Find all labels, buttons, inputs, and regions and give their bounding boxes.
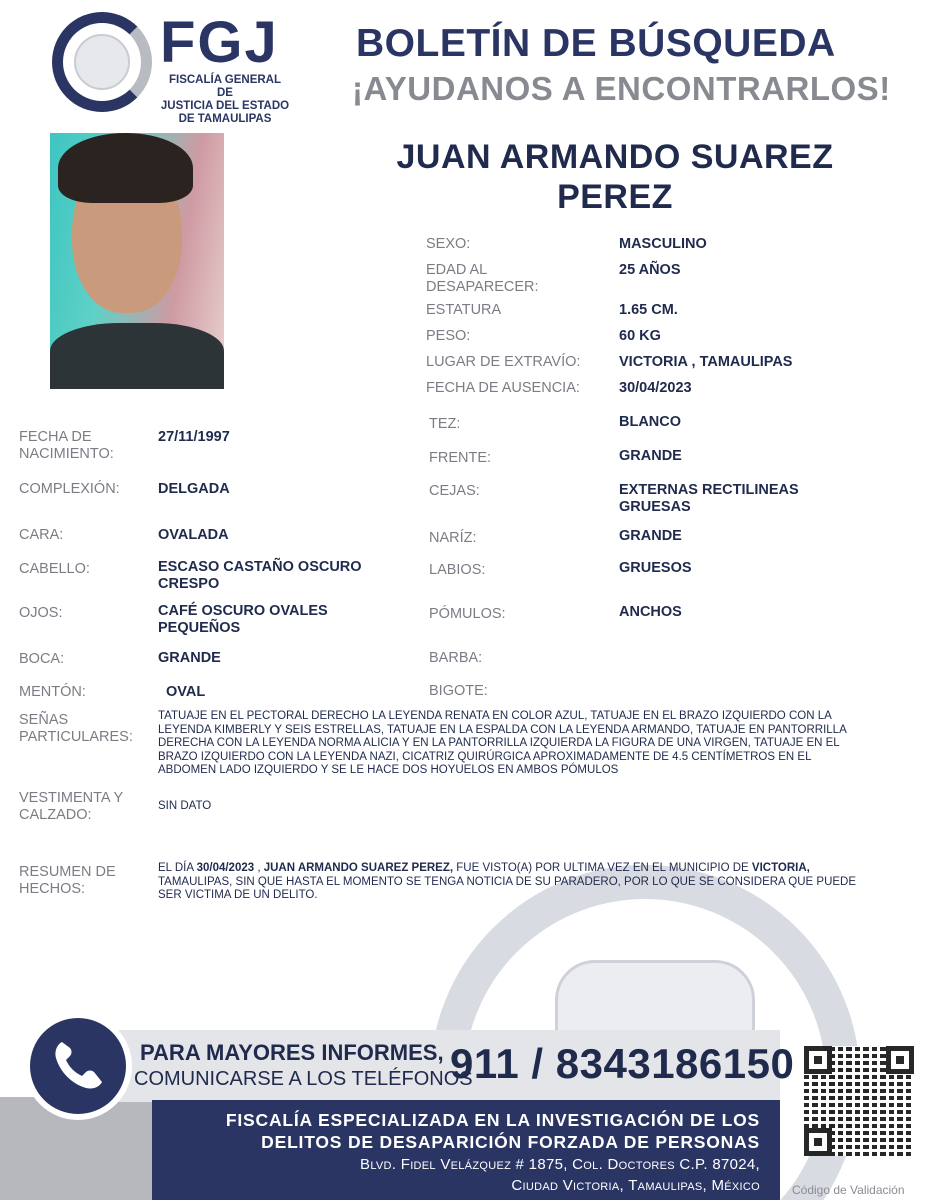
sexo-value: MASCULINO — [619, 236, 707, 252]
lugar-label: LUGAR DE EXTRAVÍO: — [426, 354, 581, 370]
pomulos-label: PÓMULOS: — [429, 606, 506, 622]
qr-caption: Código de Validación — [792, 1183, 905, 1197]
address-line2: Ciudad Victoria, Tamaulipas, México — [511, 1177, 760, 1194]
nariz-value: GRANDE — [619, 528, 682, 544]
peso-value: 60 KG — [619, 328, 661, 344]
resumen-text: EL DÍA 30/04/2023 , JUAN ARMANDO SUAREZ PEREZ, FUE VISTO(A) POR ULTIMA VEZ EN EL MUNICIPIO DE VICTORIA, TAMAULIPAS, SIN QUE HASTA EL MOMENTO SE TENGA NOTICIA DE SU PARADERO, POR LO QUE SE CONSIDERA QUE PUEDE SER VICTIMA DE UN DELITO. — [158, 862, 857, 901]
cabello-label: CABELLO: — [19, 561, 90, 577]
boca-value: GRANDE — [158, 650, 221, 666]
logo-subtitle: FISCALÍA GENERAL DE JUSTICIA DEL ESTADO DE TAMAULIPAS — [160, 74, 290, 125]
peso-label: PESO: — [426, 328, 471, 344]
estatura-value: 1.65 CM. — [619, 302, 678, 318]
complexion-label: COMPLEXIÓN: — [19, 481, 120, 497]
phone-number[interactable]: 911 / 8343186150 — [450, 1040, 795, 1087]
complexion-value: DELGADA — [158, 481, 230, 497]
sexo-label: SEXO: — [426, 236, 471, 252]
office-line2: DELITOS DE DESAPARICIÓN FORZADA DE PERSONAS — [261, 1132, 760, 1152]
cabello-value: ESCASO CASTAÑO OSCURO CRESPO — [158, 559, 362, 592]
nariz-label: NARÍZ: — [429, 530, 477, 546]
logo-text: FGJ — [160, 10, 279, 75]
boca-label: BOCA: — [19, 651, 65, 667]
cejas-label: CEJAS: — [429, 483, 480, 499]
frente-value: GRANDE — [619, 448, 682, 464]
office-line1: FISCALÍA ESPECIALIZADA EN LA INVESTIGACIÓN DE LOS — [225, 1110, 760, 1130]
senas-label: SEÑAS PARTICULARES: — [19, 712, 133, 745]
frente-label: FRENTE: — [429, 450, 492, 466]
info-line2: COMUNICARSE A LOS TELÉFONOS — [134, 1068, 473, 1090]
state-seal-icon — [74, 34, 130, 90]
menton-label: MENTÓN: — [19, 684, 86, 700]
resumen-label: RESUMEN DE HECHOS: — [19, 864, 116, 897]
estatura-label: ESTATURA — [426, 302, 502, 318]
edad-value: 25 AÑOS — [619, 262, 681, 278]
vestimenta-label: VESTIMENTA Y CALZADO: — [19, 790, 123, 823]
lugar-value: VICTORIA , TAMAULIPAS — [619, 354, 793, 370]
missing-person-photo — [50, 133, 224, 389]
bulletin-title: BOLETÍN DE BÚSQUEDA — [356, 22, 836, 65]
bigote-label: BIGOTE: — [429, 683, 488, 699]
nacimiento-label: FECHA DE NACIMIENTO: — [19, 429, 114, 462]
labios-label: LABIOS: — [429, 562, 486, 578]
pomulos-value: ANCHOS — [619, 604, 682, 620]
office-band — [152, 1100, 780, 1200]
ojos-value: CAFÉ OSCURO OVALES PEQUEÑOS — [158, 603, 328, 636]
cara-value: OVALADA — [158, 527, 229, 543]
labios-value: GRUESOS — [619, 560, 692, 576]
info-line1: PARA MAYORES INFORMES, — [140, 1040, 444, 1065]
nacimiento-value: 27/11/1997 — [158, 429, 230, 445]
barba-label: BARBA: — [429, 650, 483, 666]
fecha-ausencia-value: 30/04/2023 — [619, 380, 692, 396]
person-name: JUAN ARMANDO SUAREZ PEREZ — [396, 138, 834, 216]
senas-text: TATUAJE EN EL PECTORAL DERECHO LA LEYENDA RENATA EN COLOR AZUL, TATUAJE EN EL BRAZO IZQUIERDO CON LA LEYENDA KIMBERLY Y SEIS ESTRELLAS, TATUAJE EN LA ESPALDA CON LA LEYENDA ARMANDO, TATUAJE EN PANTORRILLA DERECHA CON LA LEYENDA NORMA ALICIA Y EN LA PANTORRILLA IZQUIERDA LA FIGURA DE UNA VIRGEN, TATUAJE EN EL BRAZO IZQUIERDO CON LA LEYENDA NAZI, CICATRIZ QUIRÚRGICA APROXIMADAMENTE DE 4.5 CENTÍMETROS EN EL ABDOMEN LADO IZQUIERDO Y SE LE HACE DOS HOYUELOS EN AMBOS PÓMULOS — [158, 710, 847, 776]
edad-label: EDAD AL DESAPARECER: — [426, 262, 539, 295]
ojos-label: OJOS: — [19, 605, 63, 621]
cejas-value: EXTERNAS RECTILINEAS GRUESAS — [619, 482, 799, 515]
address-line1: Blvd. Fidel Velázquez # 1875, Col. Doctores C.P. 87024, — [360, 1156, 760, 1173]
tez-label: TEZ: — [429, 416, 461, 432]
qr-code-icon[interactable] — [804, 1046, 914, 1156]
tez-value: BLANCO — [619, 414, 682, 430]
cara-label: CARA: — [19, 527, 64, 543]
vestimenta-value: SIN DATO — [158, 800, 212, 812]
menton-value: OVAL — [166, 684, 206, 700]
bulletin-subtitle: ¡AYUDANOS A ENCONTRARLOS! — [352, 70, 891, 107]
fecha-ausencia-label: FECHA DE AUSENCIA: — [426, 380, 580, 396]
phone-icon — [48, 1036, 108, 1096]
